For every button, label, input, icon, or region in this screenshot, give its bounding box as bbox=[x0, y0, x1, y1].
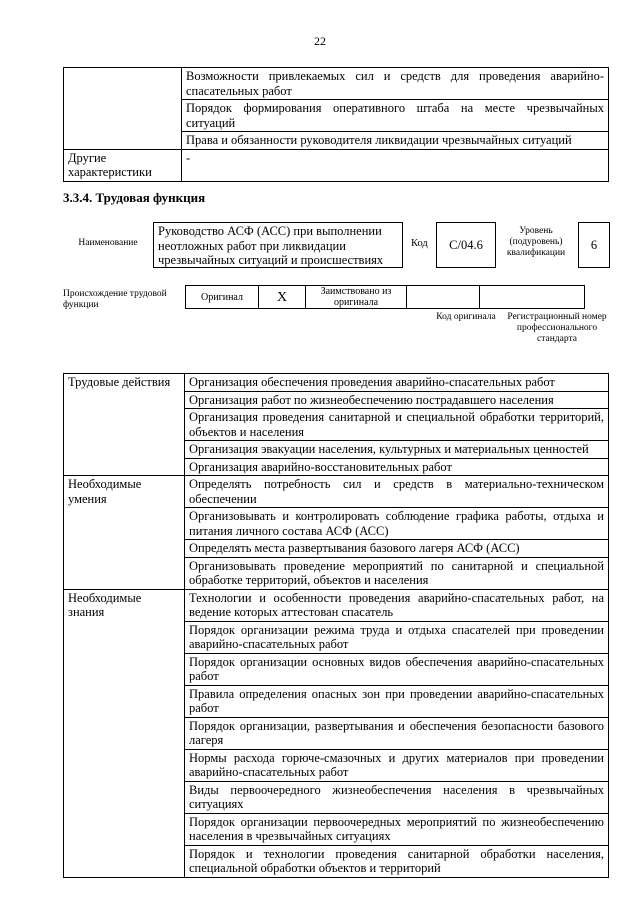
list-item: Определять потребность сил и средств в материально-техническом обеспечении bbox=[185, 476, 609, 508]
table-row bbox=[64, 476, 609, 508]
list-item: Технологии и особенности проведения аварийно-спасательных работ, на ведение которых аттестован спасатель bbox=[185, 589, 609, 621]
section-label: Необходимые умения bbox=[64, 476, 185, 590]
original-code-cell bbox=[407, 286, 480, 309]
table-row bbox=[186, 286, 585, 309]
list-item: Порядок организации основных видов обеспечения аварийно-спасательных работ bbox=[185, 653, 609, 685]
original-code-label: Код оригинала bbox=[436, 312, 496, 322]
label-cell bbox=[64, 68, 182, 150]
list-item: Организация работ по жизнеобеспечению пострадавшего населения bbox=[185, 391, 609, 409]
knowledge-item: Возможности привлекаемых сил и средств для проведения аварийно-спасательных работ bbox=[182, 68, 609, 100]
reg-number-label: Регистрационный номер профессионального стандарта bbox=[507, 312, 607, 344]
list-item: Нормы расхода горюче-смазочных и других материалов при проведении аварийно-спасательных работ bbox=[185, 749, 609, 781]
code-label: Код bbox=[411, 238, 428, 249]
list-item: Организация проведения санитарной и специальной обработки территорий, объектов и населения bbox=[185, 409, 609, 441]
table-row bbox=[64, 68, 609, 100]
function-name-box: Руководство АСФ (АСС) при выполнении неотложных работ при ликвидации чрезвычайных ситуаций и происшествиях bbox=[153, 222, 403, 268]
list-item: Организация обеспечения проведения аварийно-спасательных работ bbox=[185, 374, 609, 392]
list-item: Порядок и технологии проведения санитарной обработки населения, специальной обработки объектов и территорий bbox=[185, 845, 609, 877]
list-item: Организовывать и контролировать соблюдение графика работы, отдыха и питания личного состава АСФ (АСС) bbox=[185, 508, 609, 540]
function-code-box: C/04.6 bbox=[436, 222, 496, 268]
level-label: Уровень (подуровень) квалификации bbox=[506, 226, 566, 258]
function-details-table bbox=[63, 373, 609, 878]
level-box: 6 bbox=[578, 222, 610, 268]
list-item: Организация эвакуации населения, культурных и материальных ценностей bbox=[185, 441, 609, 459]
origin-table bbox=[185, 285, 585, 309]
list-item: Порядок организации первоочередных мероприятий по жизнеобеспечению населения в чрезвычайных ситуациях bbox=[185, 813, 609, 845]
knowledge-item: Порядок формирования оперативного штаба на месте чрезвычайных ситуаций bbox=[182, 100, 609, 132]
list-item: Определять места развертывания базового лагеря АСФ (АСС) bbox=[185, 540, 609, 558]
knowledge-item: Права и обязанности руководителя ликвидации чрезвычайных ситуаций bbox=[182, 132, 609, 150]
section-title: 3.3.4. Трудовая функция bbox=[63, 190, 206, 205]
name-label: Наименование bbox=[78, 238, 138, 248]
list-item: Виды первоочередного жизнеобеспечения населения в чрезвычайных ситуациях bbox=[185, 781, 609, 813]
previous-function-table bbox=[63, 67, 609, 182]
section-label: Необходимые знания bbox=[64, 589, 185, 877]
other-characteristics-label: Другие характеристики bbox=[64, 149, 182, 181]
borrowed-cell: Заимствовано из оригинала bbox=[306, 286, 407, 309]
reg-number-cell bbox=[480, 286, 585, 309]
list-item: Организация аварийно-восстановительных работ bbox=[185, 458, 609, 476]
list-item: Порядок организации, развертывания и обеспечения безопасности базового лагеря bbox=[185, 717, 609, 749]
other-characteristics-value: - bbox=[182, 149, 609, 181]
section-label: Трудовые действия bbox=[64, 374, 185, 476]
list-item: Правила определения опасных зон при проведении аварийно-спасательных работ bbox=[185, 685, 609, 717]
table-row bbox=[64, 589, 609, 621]
original-mark: X bbox=[259, 286, 306, 309]
table-row bbox=[64, 374, 609, 392]
original-cell: Оригинал bbox=[186, 286, 259, 309]
list-item: Организовывать проведение мероприятий по санитарной и специальной обработке территорий, объектов и населения bbox=[185, 557, 609, 589]
list-item: Порядок организации режима труда и отдыха спасателей при проведении аварийно-спасательных работ bbox=[185, 621, 609, 653]
page-number: 22 bbox=[314, 34, 326, 48]
origin-label: Происхождение трудовой функции bbox=[63, 289, 167, 310]
table-row bbox=[64, 149, 609, 181]
